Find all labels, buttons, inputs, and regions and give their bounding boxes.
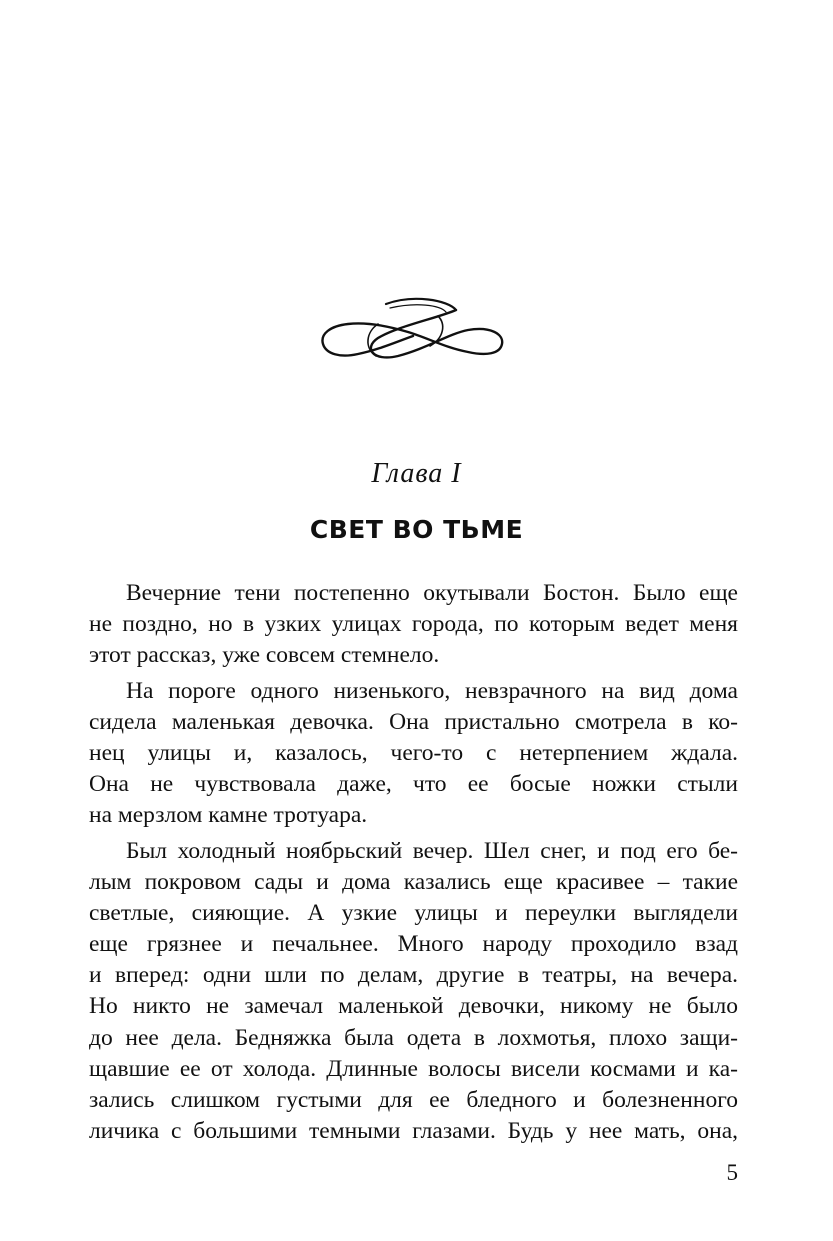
text-line: Был холодный ноябрьский вечер. Шел снег, и под его бе- [126,837,738,864]
text-line: не поздно, но в узких улицах города, по которым ведет меня [89,611,738,638]
paragraph [89,676,738,832]
text-line: до нее дела. Бедняжка была одета в лохмотья, плохо защи- [89,1024,738,1051]
text-line: личика с большими темными глазами. Будь у нее мать, она, [89,1118,738,1145]
body-text [89,578,738,1147]
text-line: сидела маленькая девочка. Она пристально смотрела в ко- [89,708,738,735]
text-line: щавшие ее от холода. Длинные волосы висели космами и ка- [89,1055,738,1082]
text-line: На пороге одного низенького, невзрачного на вид дома [126,677,738,704]
paragraph [89,578,738,672]
paragraph [89,836,738,1148]
text-line: Но никто не замечал маленькой девочки, никому не было [89,993,738,1020]
page-number: 5 [726,1160,738,1185]
text-line: зались слишком густыми для ее бледного и болезненного [89,1087,738,1113]
text-line: Она не чувствовала даже, что ее босые ножки стыли [89,771,738,798]
text-line: Вечерние тени постепенно окутывали Бостон. Было еще [126,580,738,606]
text-line: и вперед: одни шли по делам, другие в театры, на вечера. [89,962,738,989]
text-line: еще грязнее и печальнее. Много народу проходило взад [89,931,738,958]
text-line: нец улицы и, казалось, чего-то с нетерпением ждала. [89,739,738,766]
chapter-label: Глава I [371,458,462,489]
ornament-flourish-icon [318,296,508,366]
text-line: этот рассказ, уже совсем стемнело. [89,642,440,669]
chapter-title: СВЕТ ВО ТЬМЕ [309,515,524,544]
text-line: светлые, сияющие. А узкие улицы и переулки выглядели [89,899,738,926]
text-line: лым покровом сады и дома казались еще красивее – такие [89,868,738,895]
text-line: на мерзлом камне тротуара. [89,802,368,829]
